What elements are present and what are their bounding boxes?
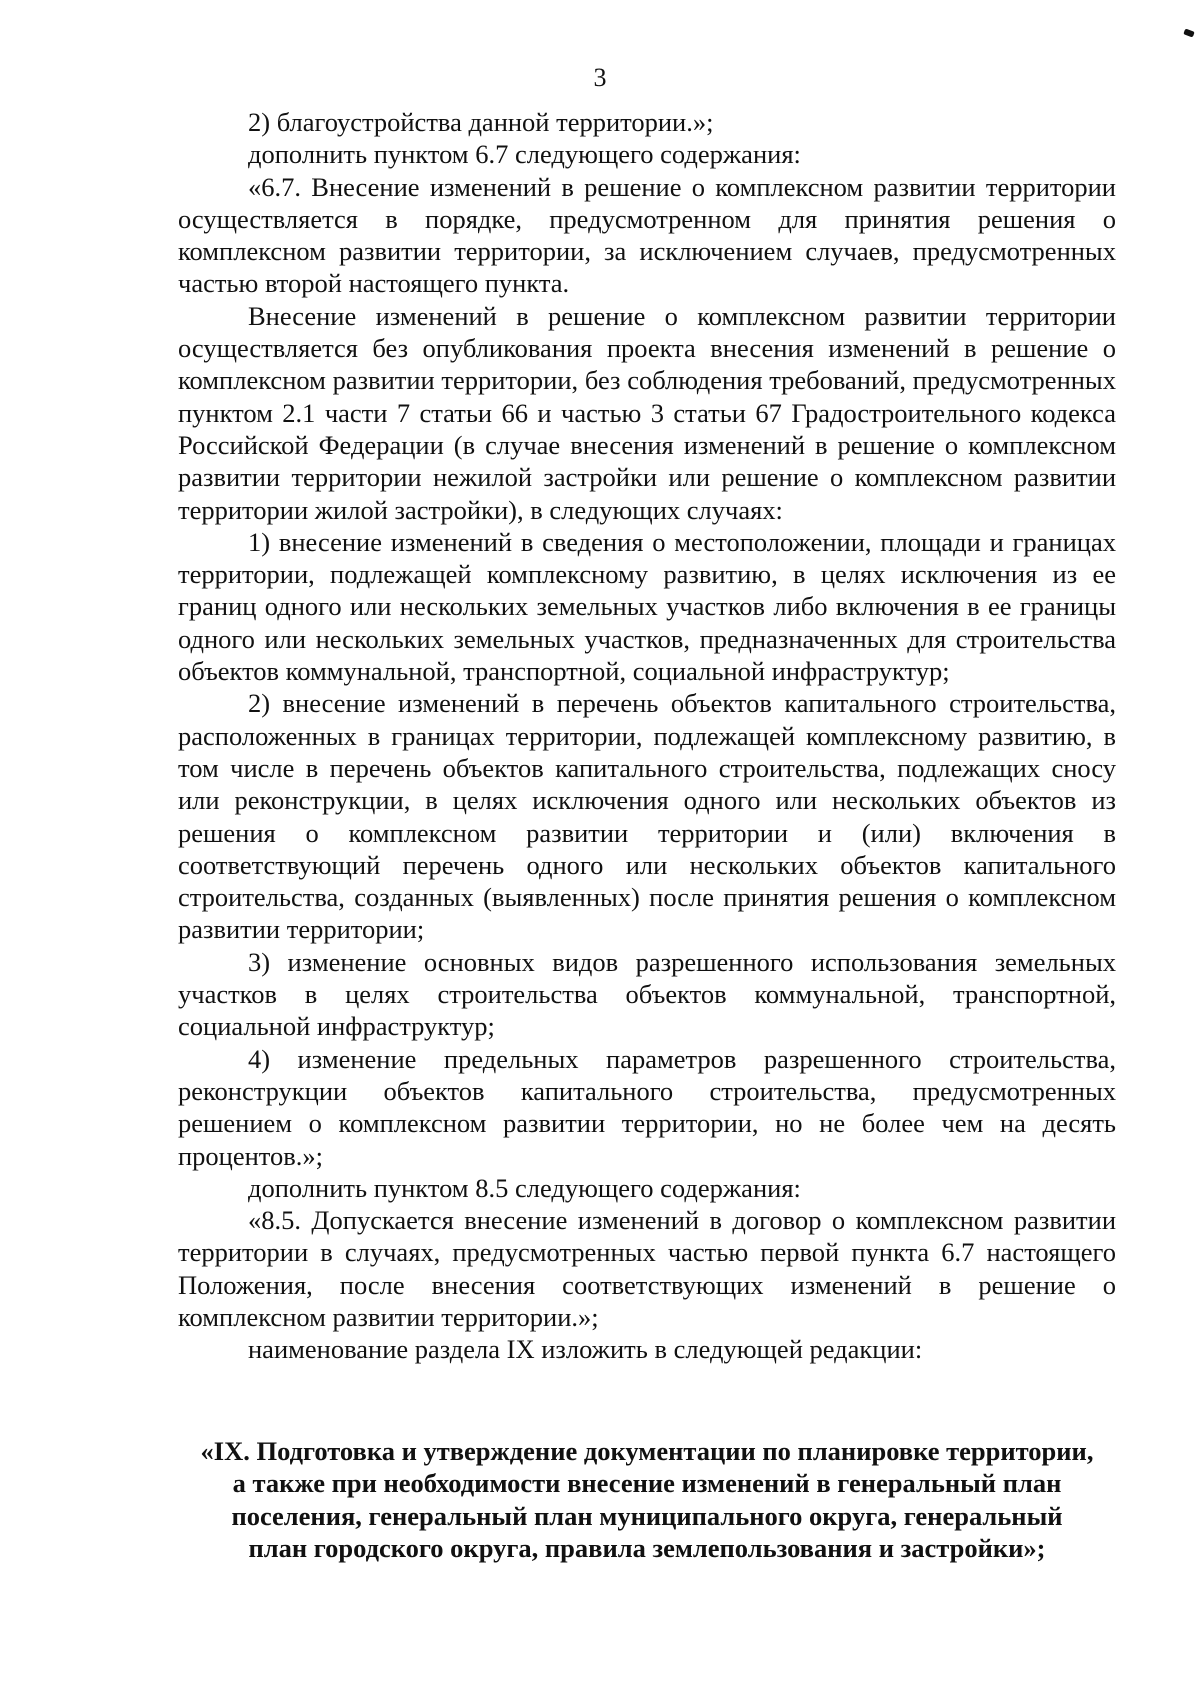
paragraph: 3) изменение основных видов разрешенного использования земельных участков в целях строительства объектов коммунальной, транспортной, социальной инфраструктур; bbox=[178, 946, 1116, 1042]
paragraph: дополнить пунктом 6.7 следующего содержания: bbox=[248, 139, 801, 170]
page-number: 3 bbox=[593, 63, 607, 92]
document-body bbox=[178, 106, 1116, 1366]
paragraph: дополнить пунктом 8.5 следующего содержания: bbox=[248, 1172, 801, 1203]
paragraph: 4) изменение предельных параметров разрешенного строительства, реконструкции объектов капитального строительства, предусмотренных решением о комплексном развитии территории, но не более чем на десять процентов.»; bbox=[178, 1043, 1116, 1171]
paragraph: 2) благоустройства данной территории.»; bbox=[248, 107, 714, 137]
paragraph: 2) внесение изменений в перечень объектов капитального строительства, расположенных в границах территории, подлежащей комплексному развитию, в том числе в перечень объектов капитального строительства, подлежащих сносу или реконструкции, в целях исключения одного или нескольких объектов из решения о комплексном развитии территории и (или) включения в соответствующий перечень одного или нескольких объектов капитального строительства, созданных (выявленных) после принятия решения о комплексном развитии территории; bbox=[178, 688, 1116, 945]
section-heading-line: план городского округа, правила землепользования и застройки»; bbox=[248, 1532, 1046, 1563]
scan-mark bbox=[1183, 28, 1194, 37]
section-heading-line: «IX. Подготовка и утверждение документации по планировке территории, bbox=[200, 1436, 1094, 1466]
section-heading-line: а также при необходимости внесение изменений в генеральный план bbox=[232, 1468, 1062, 1499]
paragraph: 1) внесение изменений в сведения о местоположении, площади и границах территории, подлежащей комплексному развитию, в целях исключения из ее границ одного или нескольких земельных участков либо включения в ее границы одного или нескольких земельных участков, предназначенных для строительства объектов коммунальной, транспортной, социальной инфраструктур; bbox=[178, 526, 1116, 687]
paragraph: Внесение изменений в решение о комплексном развитии территории осуществляется без опубликования проекта внесения изменений в решение о комплексном развитии территории, без соблюдения требований, предусмотренных пунктом 2.1 части 7 статьи 66 и частью 3 статьи 67 Градостроительного кодекса Российской Федерации (в случае внесения изменений в решение о комплексном развитии территории нежилой застройки или решение о комплексном развитии территории жилой застройки), в следующих случаях: bbox=[178, 300, 1116, 525]
section-heading-line: поселения, генеральный план муниципального округа, генеральный bbox=[231, 1500, 1063, 1531]
paragraph: «8.5. Допускается внесение изменений в договор о комплексном развитии территории в случаях, предусмотренных частью первой пункта 6.7 настоящего Положения, после внесения соответствующих изменений в решение о комплексном развитии территории.»; bbox=[178, 1205, 1116, 1332]
section-heading bbox=[178, 1435, 1116, 1564]
paragraph: наименование раздела IX изложить в следующей редакции: bbox=[248, 1334, 923, 1365]
paragraph: «6.7. Внесение изменений в решение о комплексном развитии территории осуществляется в порядке, предусмотренном для принятия решения о комплексном развитии территории, за исключением случаев, предусмотренных частью второй настоящего пункта. bbox=[178, 171, 1116, 299]
